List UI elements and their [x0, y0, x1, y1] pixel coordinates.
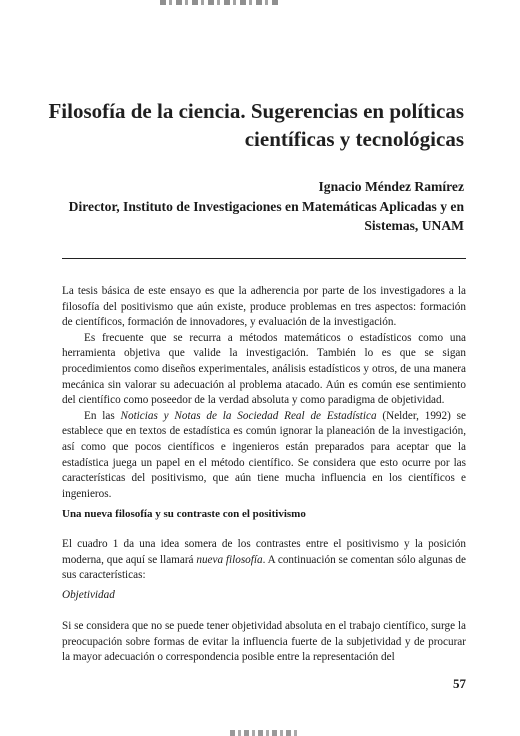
intro-paragraph: Es frecuente que se recurra a métodos matemáticos o estadísticos como una herramienta objetiva que valide la investigación. También lo es que se sigan procedimientos como diseños experimentales, análisis estadísticos y otros, de una manera mecánica sin valorar su adecuación al problema atacado. Aún es común ese sentimiento del científico como poseedor de la verdad absoluta y como paradigma de objetividad.: [62, 331, 466, 407]
scan-artifact-top: [160, 0, 280, 5]
page-number: 57: [453, 676, 466, 691]
subsection-paragraph: [62, 619, 466, 666]
paragraph: Si se considera que no se puede tener objetividad absoluta en el trabajo científico, surge la preocupación sobre formas de evitar la influencia fuerte de la subjetividad y de procurar la mayor adecuación o correspondencia posible entre la representación del: [62, 620, 466, 664]
cited-publication: Noticias y Notas de la Sociedad Real de Estadística: [120, 409, 377, 422]
title-divider: [62, 258, 466, 259]
paragraph-text: El cuadro 1 da una idea somera de los contrastes entre el positivismo y la posición moderna, que aquí se llamará: [62, 538, 466, 566]
intro-paragraph: La tesis básica de este ensayo es que la adherencia por parte de los investigadores a la filosofía del positivismo que aún existe, produce problemas en tres aspectos: formación de científicos, formación de innovadores, y evaluación de la investigación.: [62, 285, 466, 329]
scan-artifact-bottom: [230, 730, 300, 736]
paragraph: [62, 537, 466, 584]
paragraph-text: (Nelder, 1992) se establece que en textos de estadística es común ignorar la planeación de la investigación, así como que pocos científicos e ingenieros están preparados para aceptar que la estadística juega un papel en el método científico. Se considera que esto ocurre por las características del positivismo, que aún tiene mucha influencia en los científicos e ingenieros.: [62, 409, 466, 500]
paragraph-text: . A continuación se comentan sólo algunas de sus características:: [62, 553, 466, 582]
subsection-heading: Objetividad: [62, 589, 115, 601]
author-name: Ignacio Méndez Ramírez: [318, 179, 464, 194]
intro-paragraph: [62, 409, 466, 503]
author-affiliation: Director, Instituto de Investigaciones en Matemáticas Aplicadas y en Sistemas, UNAM: [68, 198, 464, 233]
author-block: [44, 177, 464, 236]
section-paragraph: [62, 537, 466, 584]
article-title: Filosofía de la ciencia. Sugerencias en políticas científicas y tecnológicas: [48, 99, 464, 151]
emphasized-term: nueva filosofía: [196, 553, 263, 566]
intro-section: [62, 284, 466, 502]
paragraph-text: En las: [84, 409, 121, 422]
section-heading: Una nueva filosofía y su contraste con el positivismo: [62, 508, 306, 520]
